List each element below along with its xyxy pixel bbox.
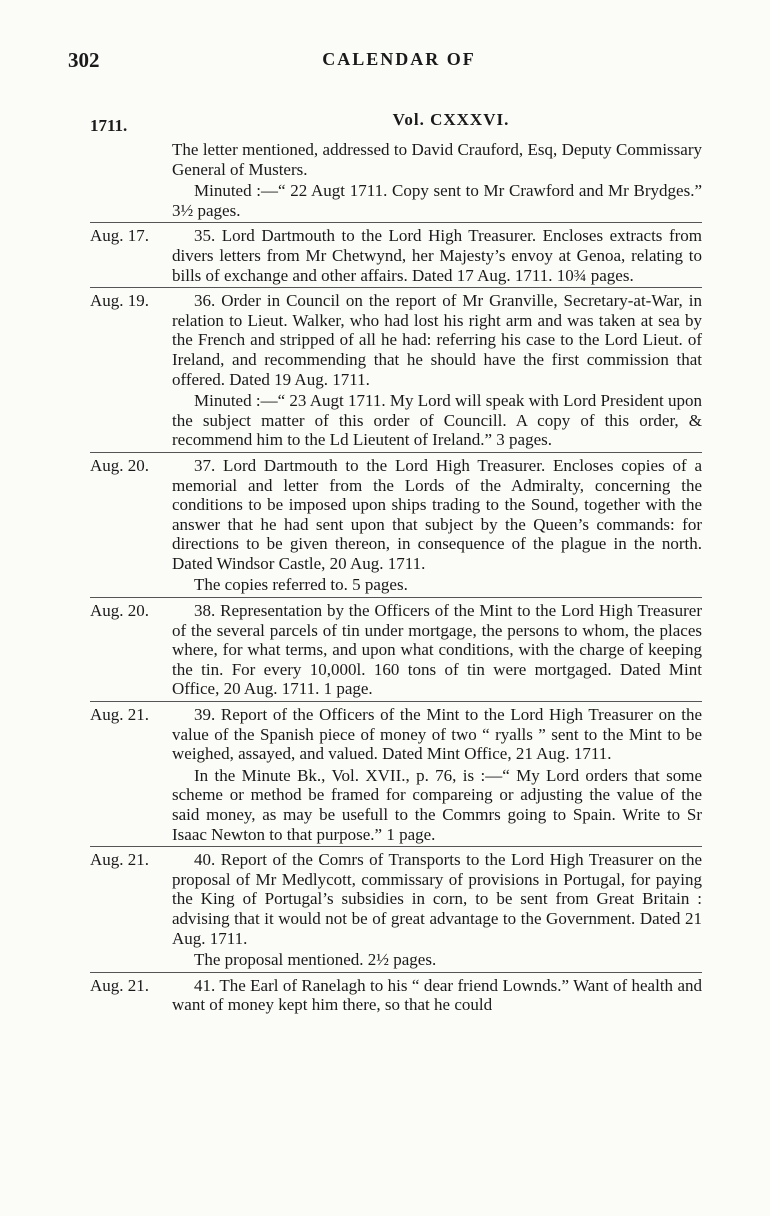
- entry-date: Aug. 19.: [90, 291, 150, 311]
- entry-body: [172, 456, 702, 597]
- entry-paragraph: Minuted :—“ 22 Augt 1711. Copy sent to Mr Crawford and Mr Brydges.” 3½ pages.: [172, 181, 702, 220]
- year-label: 1711.: [90, 116, 128, 135]
- volume-heading: Vol. CXXXVI.: [392, 110, 510, 129]
- entry-body: [172, 291, 702, 452]
- calendar-entry: [90, 846, 702, 972]
- entry-paragraph: 35. Lord Dartmouth to the Lord High Treasurer. Encloses extracts from divers letters from Mr Chetwynd, her Majesty’s envoy at Genoa, relating to bills of exchange and other affairs. Dated 17 Aug. 1711. 10¾ pages.: [172, 226, 702, 285]
- entry-paragraph: Minuted :—“ 23 Augt 1711. My Lord will speak with Lord President upon the subject matter of this order of Councill. A copy of this order, & recommend him to the Ld Lieutent of Ireland.” 3 pages.: [172, 391, 702, 450]
- entry-paragraph: 39. Report of the Officers of the Mint to the Lord High Treasurer on the value of the Spanish piece of money of two “ ryalls ” sent to the Mint to be weighed, assayed, and valued. Dated Mint Office, 21 Aug. 1711.: [172, 705, 702, 764]
- entry-paragraph: The letter mentioned, addressed to David Crauford, Esq, Deputy Commissary General of Musters.: [172, 140, 702, 179]
- calendar-entry: [90, 287, 702, 452]
- entry-date: Aug. 17.: [90, 226, 150, 246]
- entry-body: [172, 140, 702, 222]
- entry-date: Aug. 20.: [90, 601, 150, 621]
- running-head: CALENDAR OF: [322, 49, 476, 69]
- entry-date: Aug. 21.: [90, 975, 150, 995]
- entry-paragraph: The copies referred to. 5 pages.: [194, 575, 408, 595]
- entry-date: Aug. 21.: [90, 705, 150, 725]
- page-number: 302: [68, 48, 100, 72]
- entry-body: [172, 601, 702, 701]
- entry-paragraph: In the Minute Bk., Vol. XVII., p. 76, is :—“ My Lord orders that some scheme or method be framed for compareing or adjusting the value of the said money, as may be usefull to the Commrs going to Spain. Write to Sr Isaac Newton to that purpose.” 1 page.: [172, 765, 702, 844]
- entry-paragraph: 37. Lord Dartmouth to the Lord High Treasurer. Encloses copies of a memorial and letter from the Lords of the Admiralty, concerning the conditions to be imposed upon ships trading to the Sound, together with the answer that he had sent upon that subject by the Queen’s commands: for directions to be given thereon, in consequence of the plague in the north. Dated Windsor Castle, 20 Aug. 1711.: [172, 455, 702, 573]
- calendar-entry: [90, 972, 702, 1017]
- entry-date: Aug. 20.: [90, 455, 150, 475]
- entry-date: [90, 140, 172, 222]
- entry-body: [172, 850, 702, 972]
- page-header: [68, 48, 730, 78]
- entry-date: Aug. 21.: [90, 850, 150, 870]
- entry-paragraph: 38. Representation by the Officers of the Mint to the Lord High Treasurer of the several parcels of tin under mortgage, the persons to whom, the places where, for what terms, and upon what conditions, with the charge of keeping the tin. For every 10,000l. 160 tons of tin were mortgaged. Dated Mint Office, 20 Aug. 1711. 1 page.: [172, 601, 702, 699]
- entry-body: [172, 976, 702, 1017]
- calendar-entry: [90, 222, 702, 287]
- calendar-entry: [90, 701, 702, 846]
- calendar-entries: [90, 138, 702, 1017]
- calendar-entry: [90, 452, 702, 597]
- calendar-entry: [90, 138, 702, 222]
- entry-paragraph: 40. Report of the Comrs of Transports to the Lord High Treasurer on the proposal of Mr Medlycott, commissary of provisions in Portugal, for paying the King of Portugal’s subsidies in corn, to be sent from Great Britain : advising that it would not be of great advantage to the Government. Dated 21 Aug. 1711.: [172, 850, 702, 948]
- entry-paragraph: The proposal mentioned. 2½ pages.: [194, 950, 437, 970]
- calendar-entry: [90, 597, 702, 701]
- entry-paragraph: 36. Order in Council on the report of Mr Granville, Secretary-at-War, in relation to Lieut. Walker, who had lost his right arm and was taken at sea by the French and stripped of all he had: referring his case to the Lord Lieut. of Ireland, and recommending that he should have the first commission that offered. Dated 19 Aug. 1711.: [172, 291, 702, 389]
- entry-body: [172, 226, 702, 287]
- entry-paragraph: 41. The Earl of Ranelagh to his “ dear friend Lownds.” Want of health and want of money kept him there, so that he could: [172, 975, 702, 1015]
- entry-body: [172, 705, 702, 846]
